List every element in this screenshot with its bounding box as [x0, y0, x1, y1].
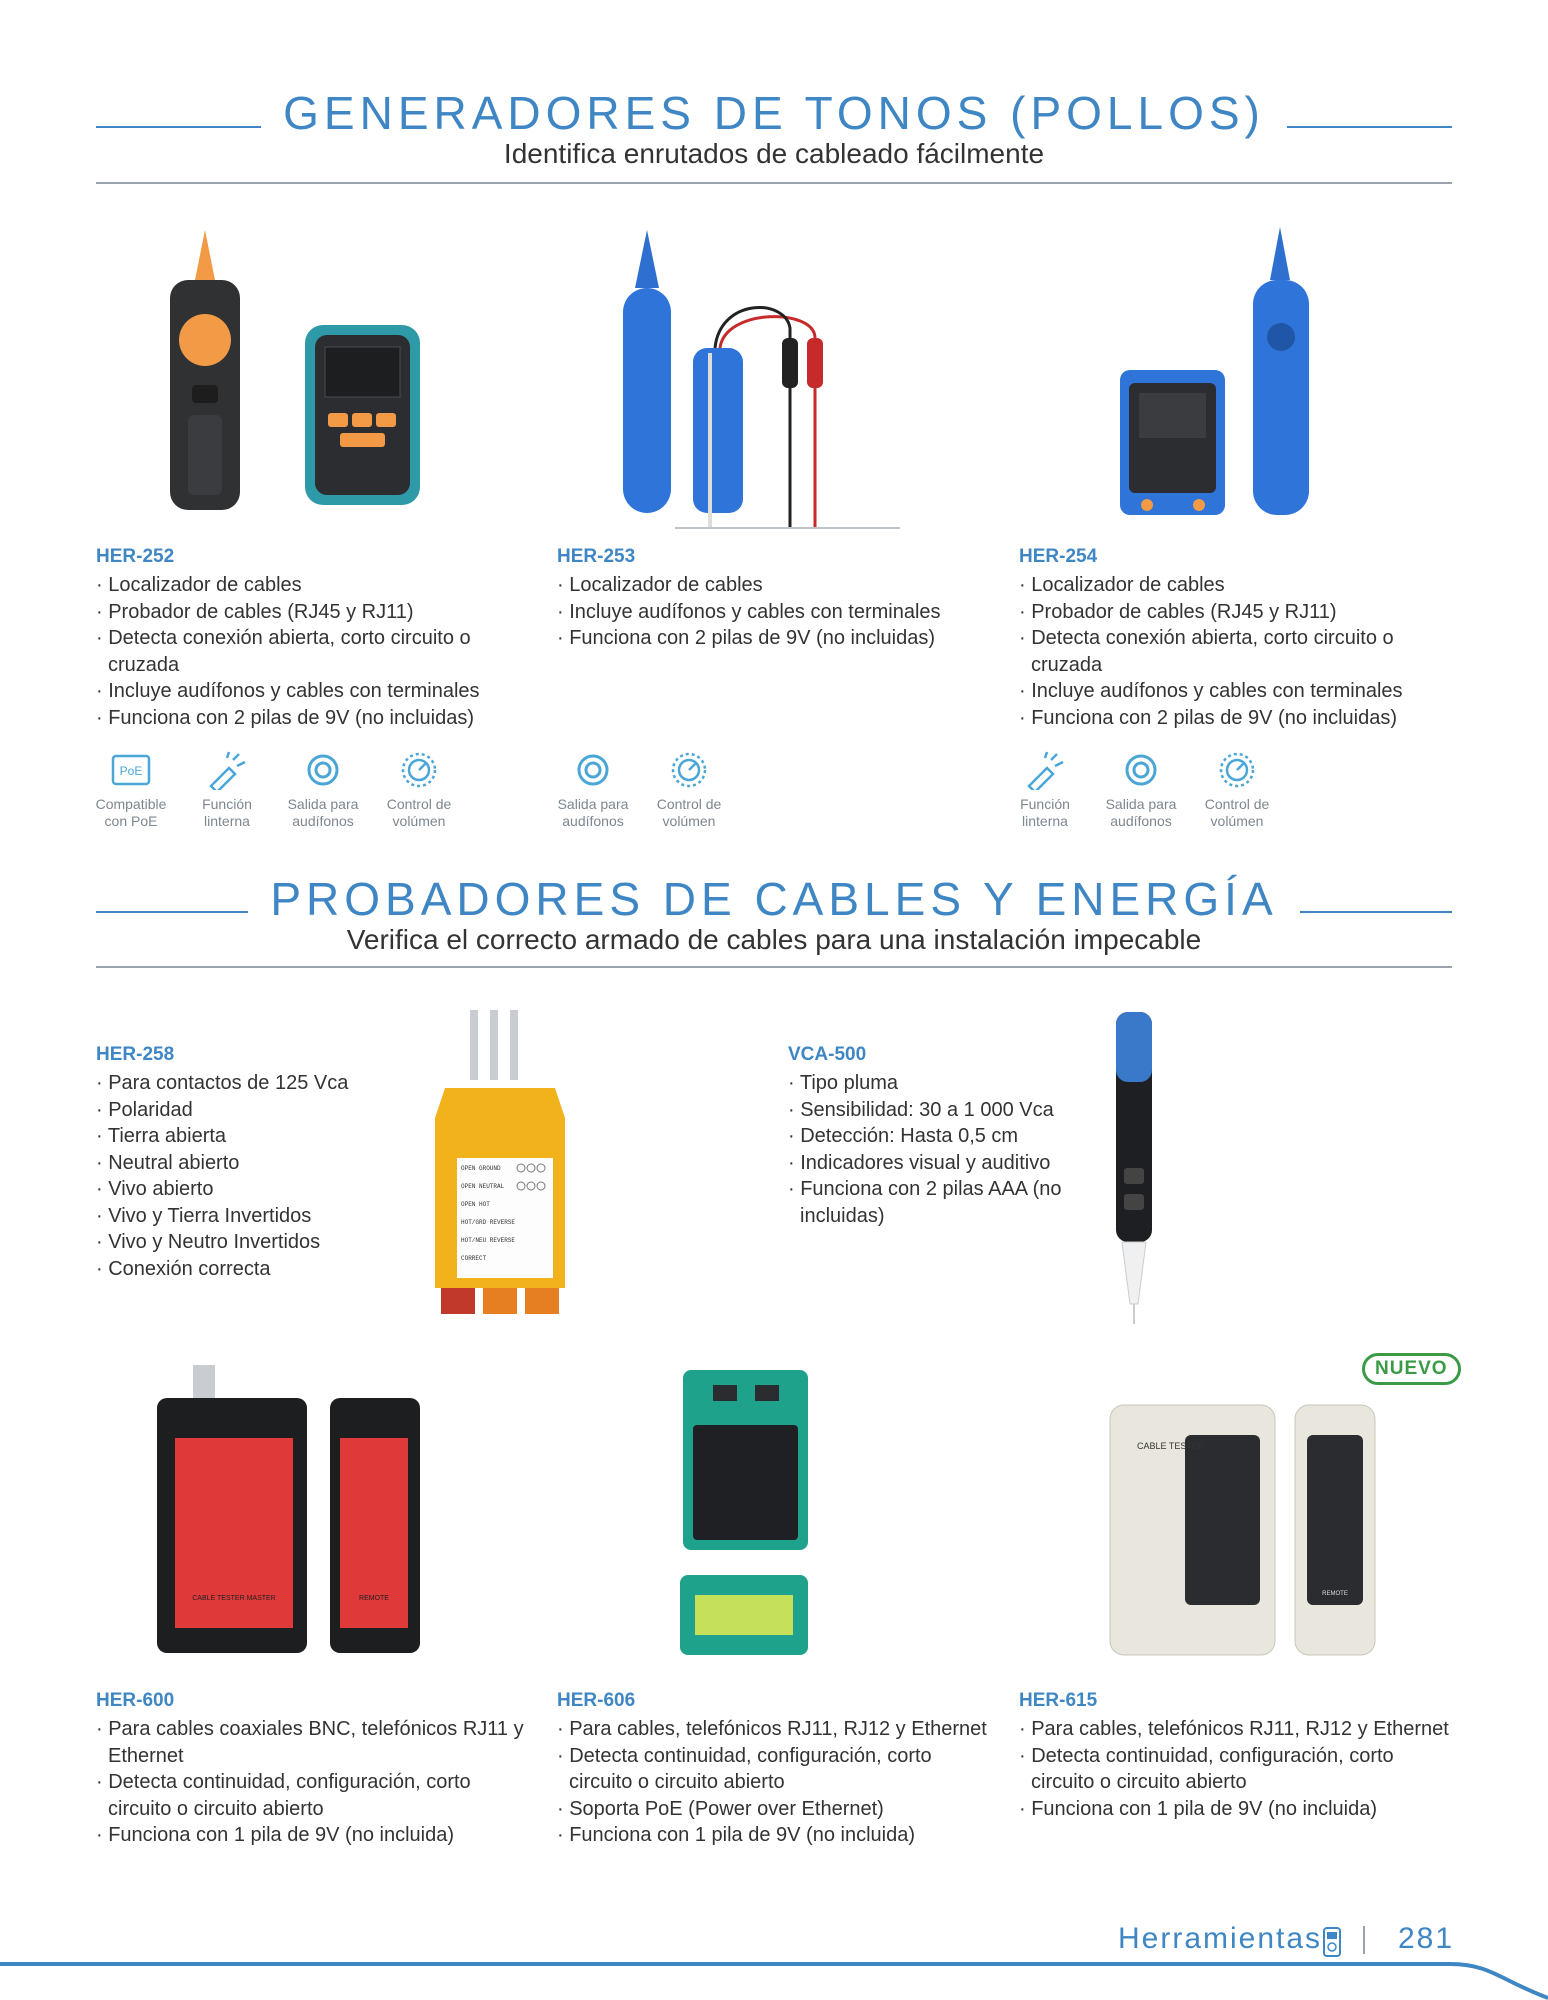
feature-item: · Indicadores visual y auditivo: [788, 1150, 1118, 1177]
her600-master-label: CABLE TESTER MASTER: [192, 1595, 276, 1602]
product-code: HER-253: [557, 546, 636, 567]
headphone-jack-icon: [301, 750, 345, 790]
feature-item: · Funciona con 2 pilas de 9V (no incluidas): [1019, 705, 1459, 732]
volume-knob-icon: [1215, 750, 1259, 790]
feature-item: · Para contactos de 125 Vca: [96, 1070, 426, 1097]
footer-rule: [0, 1960, 1548, 2000]
feature-list: [557, 572, 997, 652]
her258-product-image: [425, 1008, 575, 1318]
product-her253: [557, 546, 997, 652]
feature-item: · Para cables, telefónicos RJ11, RJ12 y Ethernet: [557, 1716, 997, 1743]
her258-row-label: CORRECT: [461, 1255, 487, 1262]
vca500-product-image: [1104, 1008, 1164, 1328]
product-code: VCA-500: [788, 1044, 867, 1065]
product-her606: [557, 1690, 997, 1849]
product-her254: [1019, 546, 1459, 731]
new-badge: NUEVO: [1362, 1353, 1461, 1385]
her252-feature-icons: [92, 750, 458, 830]
feature-item: · Probador de cables (RJ45 y RJ11): [1019, 599, 1459, 626]
her615-product-image: [1105, 1395, 1385, 1665]
feature-item: · Detecta conexión abierta, corto circuito o cruzada: [96, 625, 536, 678]
feature-item: · Polaridad: [96, 1097, 426, 1124]
section-title-testers: PROBADORES DE CABLES Y ENERGÍA: [0, 872, 1548, 926]
feature-badge-volume: Control de volúmen: [1198, 750, 1276, 830]
her615-remote-label: REMOTE: [1322, 1591, 1348, 1597]
feature-item: · Detecta continuidad, configuración, corto circuito o circuito abierto: [1019, 1743, 1459, 1796]
product-code: HER-258: [96, 1044, 175, 1065]
her253-feature-icons: [554, 750, 728, 830]
feature-item: · Detecta continuidad, configuración, corto circuito o circuito abierto: [557, 1743, 997, 1796]
feature-item: · Detecta continuidad, configuración, corto circuito o circuito abierto: [96, 1769, 536, 1822]
feature-item: · Incluye audífonos y cables con terminales: [557, 599, 997, 626]
feature-badge-poe: PoE Compatible con PoE: [92, 750, 170, 830]
feature-item: · Detección: Hasta 0,5 cm: [788, 1123, 1118, 1150]
her254-product-image: [1115, 225, 1315, 530]
feature-badge-headphones: Salida para audífonos: [1102, 750, 1180, 830]
poe-icon: [109, 750, 153, 790]
feature-item: · Tipo pluma: [788, 1070, 1118, 1097]
feature-item: · Vivo abierto: [96, 1176, 426, 1203]
feature-item: · Para cables, telefónicos RJ11, RJ12 y Ethernet: [1019, 1716, 1459, 1743]
flashlight-icon: [1023, 750, 1067, 790]
feature-list: [557, 1716, 997, 1849]
volume-knob-icon: [397, 750, 441, 790]
feature-badge-flashlight: Función linterna: [1006, 750, 1084, 830]
product-code: HER-606: [557, 1690, 636, 1711]
flashlight-icon: [205, 750, 249, 790]
section-divider: [96, 966, 1452, 968]
feature-list: [1019, 572, 1459, 731]
feature-list: [788, 1070, 1118, 1229]
feature-badge-flashlight: Función linterna: [188, 750, 266, 830]
feature-item: · Funciona con 2 pilas AAA (no incluidas): [788, 1176, 1118, 1229]
product-code: HER-254: [1019, 546, 1098, 567]
product-her615: [1019, 1690, 1459, 1822]
product-her258: [96, 1044, 426, 1282]
product-code: HER-252: [96, 546, 175, 567]
her600-remote-label: REMOTE: [359, 1595, 389, 1602]
her258-row-label: HOT/GRD REVERSE: [461, 1219, 516, 1226]
feature-item: · Localizador de cables: [96, 572, 536, 599]
product-her252: [96, 546, 536, 731]
headphone-jack-icon: [571, 750, 615, 790]
product-code: HER-600: [96, 1690, 175, 1711]
product-vca500: [788, 1044, 1118, 1229]
feature-item: · Vivo y Tierra Invertidos: [96, 1203, 426, 1230]
section-title-tones: GENERADORES DE TONOS (POLLOS): [0, 86, 1548, 140]
her600-product-image: [155, 1360, 425, 1660]
her258-row-label: HOT/NEU REVERSE: [461, 1237, 516, 1244]
feature-item: · Funciona con 1 pila de 9V (no incluida): [557, 1822, 997, 1849]
feature-item: · Sensibilidad: 30 a 1 000 Vca: [788, 1097, 1118, 1124]
product-code: HER-615: [1019, 1690, 1098, 1711]
feature-badge-headphones: Salida para audífonos: [554, 750, 632, 830]
volume-knob-icon: [667, 750, 711, 790]
her254-feature-icons: [1006, 750, 1276, 830]
feature-badge-volume: Control de volúmen: [380, 750, 458, 830]
feature-item: · Incluye audífonos y cables con terminales: [96, 678, 536, 705]
section-subtitle-testers: Verifica el correcto armado de cables para una instalación impecable: [346, 924, 1202, 955]
feature-item: · Localizador de cables: [557, 572, 997, 599]
feature-item: · Funciona con 1 pila de 9V (no incluida): [96, 1822, 536, 1849]
feature-item: · Incluye audífonos y cables con terminales: [1019, 678, 1459, 705]
feature-item: · Probador de cables (RJ45 y RJ11): [96, 599, 536, 626]
feature-item: · Tierra abierta: [96, 1123, 426, 1150]
feature-item: · Detecta conexión abierta, corto circuito o cruzada: [1019, 625, 1459, 678]
product-her600: [96, 1690, 536, 1849]
feature-item: · Localizador de cables: [1019, 572, 1459, 599]
feature-badge-headphones: Salida para audífonos: [284, 750, 362, 830]
svg-text:PoE: PoE: [119, 764, 143, 778]
her606-product-image: [675, 1365, 815, 1665]
feature-list: [96, 1070, 426, 1282]
her615-master-label: CABLE TESTER: [1137, 1441, 1205, 1451]
feature-item: · Funciona con 2 pilas de 9V (no incluidas): [96, 705, 536, 732]
feature-item: · Funciona con 2 pilas de 9V (no incluidas): [557, 625, 997, 652]
feature-item: · Para cables coaxiales BNC, telefónicos RJ11 y Ethernet: [96, 1716, 536, 1769]
her258-row-label: OPEN HOT: [461, 1201, 490, 1208]
feature-item: · Funciona con 1 pila de 9V (no incluida): [1019, 1796, 1459, 1823]
footer-section-name: Herramientas: [1118, 1922, 1323, 1955]
feature-item: · Neutral abierto: [96, 1150, 426, 1177]
section-divider: [96, 182, 1452, 184]
feature-item: · Conexión correcta: [96, 1256, 426, 1283]
multimeter-icon: [1322, 1926, 1342, 1958]
footer-divider: [1363, 1926, 1365, 1954]
headphone-jack-icon: [1119, 750, 1163, 790]
her258-row-label: OPEN NEUTRAL: [461, 1183, 505, 1190]
feature-list: [1019, 1716, 1459, 1822]
her258-row-label: OPEN GROUND: [461, 1165, 501, 1172]
feature-list: [96, 572, 536, 731]
her252-product-image: [160, 225, 430, 525]
feature-item: · Vivo y Neutro Invertidos: [96, 1229, 426, 1256]
section-subtitle-tones: Identifica enrutados de cableado fácilmente: [503, 138, 1045, 169]
page-number: 281: [1398, 1922, 1455, 1955]
feature-list: [96, 1716, 536, 1849]
feature-badge-volume: Control de volúmen: [650, 750, 728, 830]
her253-product-image: [615, 228, 905, 533]
feature-item: · Soporta PoE (Power over Ethernet): [557, 1796, 997, 1823]
